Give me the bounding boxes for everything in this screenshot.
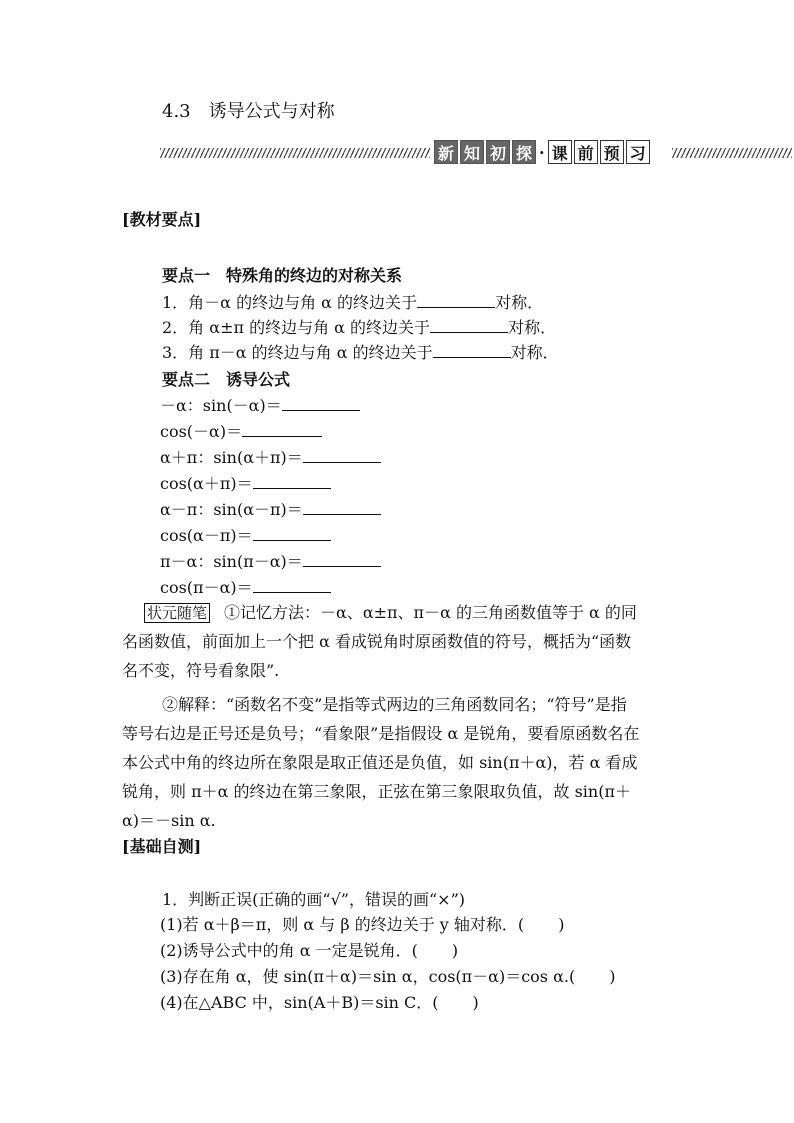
item-text: (4)在△ABC 中，sin(A＋B)＝sin C．( [160, 993, 439, 1012]
answer-blank[interactable] [303, 448, 381, 463]
answer-blank[interactable] [417, 293, 495, 308]
point1-item [162, 340, 559, 363]
judgement-item [160, 990, 479, 1013]
banner-char: 探 [512, 140, 536, 164]
hatch-divider-left [160, 148, 430, 158]
banner-char: 初 [486, 140, 510, 164]
section-title: 4.3 诱导公式与对称 [162, 101, 335, 122]
answer-blank[interactable] [303, 500, 381, 515]
note-label: 状元随笔 [144, 603, 210, 623]
banner-char: 课 [548, 140, 572, 164]
formula-line [160, 445, 381, 468]
question-1: 1．判断正误(正确的画“√”，错误的画“×”) [162, 890, 465, 909]
point2-title: 要点二 诱导公式 [162, 370, 291, 389]
formula-line [160, 497, 381, 520]
formula-line [160, 393, 360, 416]
textbook-heading: [教材要点] [122, 210, 202, 229]
selftest-heading: [基础自测] [122, 837, 202, 856]
formula-line [160, 523, 331, 546]
note-paragraph-1 [122, 598, 642, 685]
hatch-divider-right [672, 148, 792, 158]
formula-line [160, 575, 331, 598]
formula-line [160, 549, 381, 572]
item-suffix: ) [472, 993, 479, 1012]
section-banner [434, 140, 652, 164]
answer-blank[interactable] [242, 422, 322, 437]
point1-title: 要点一 特殊角的终边的对称关系 [162, 266, 403, 285]
point1-item [162, 315, 556, 338]
formula-line [160, 471, 331, 494]
note-text-2: ②解释：“函数名不变”是指等式两边的三角函数同名；“符号”是指等号右边是正号还是负号；“看象限”是指假设 α 是锐角，要看原函数名在本公式中角的终边所在象限是取正值还是负值，如 sin(π＋α)，若 α 看成锐角，则 π＋α 的终边在第三象限，正弦在第三象限取负值，故 sin(π＋α)＝－sin α. [122, 695, 640, 830]
answer-blank[interactable] [303, 552, 381, 567]
banner-char: 知 [460, 140, 484, 164]
item-suffix: ) [451, 941, 459, 960]
point1-item [162, 290, 543, 313]
formula-text: cos(π－α)＝ [160, 578, 253, 597]
item-text: 3．角 π－α 的终边与角 α 的终边关于 [162, 343, 433, 362]
item-suffix: ) [609, 967, 616, 986]
formula-text: cos(α＋π)＝ [160, 474, 253, 493]
answer-blank[interactable] [253, 474, 331, 489]
item-suffix: 对称． [510, 343, 559, 362]
answer-blank[interactable] [253, 526, 331, 541]
item-text: 1．角－α 的终边与角 α 的终边关于 [162, 293, 418, 312]
banner-dot: · [539, 142, 545, 162]
item-text: (2)诱导公式中的角 α 一定是锐角．( [160, 941, 418, 960]
answer-blank[interactable] [282, 396, 360, 411]
banner-char: 新 [434, 140, 458, 164]
judgement-item [160, 938, 458, 961]
formula-line [160, 419, 322, 442]
banner-char: 前 [574, 140, 598, 164]
item-text: (1)若 α＋β＝π，则 α 与 β 的终边关于 y 轴对称．( [160, 915, 525, 934]
formula-text: cos(α－π)＝ [160, 526, 253, 545]
answer-blank[interactable] [253, 578, 331, 593]
formula-text: π－α：sin(π－α)＝ [160, 552, 303, 571]
judgement-item [160, 912, 564, 935]
item-suffix: 对称． [508, 318, 557, 337]
formula-text: cos(－α)＝ [160, 422, 243, 441]
item-text: (3)存在角 α，使 sin(π＋α)＝sin α，cos(π－α)＝cos α.( [160, 967, 576, 986]
item-suffix: ) [558, 915, 565, 934]
banner-char: 习 [626, 140, 650, 164]
formula-text: α＋π：sin(α＋π)＝ [160, 448, 303, 467]
formula-text: α－π：sin(α－π)＝ [160, 500, 303, 519]
judgement-item [160, 964, 616, 987]
answer-blank[interactable] [430, 318, 508, 333]
formula-text: －α：sin(－α)＝ [160, 396, 282, 415]
item-text: 2．角 α±π 的终边与角 α 的终边关于 [162, 318, 431, 337]
item-suffix: 对称． [495, 293, 544, 312]
note-paragraph-2 [122, 690, 642, 835]
note-text-1: ①记忆方法：－α、α±π、π－α 的三角函数值等于 α 的同名函数值，前面加上一个把 α 看成锐角时原函数值的符号，概括为“函数名不变，符号看象限”. [122, 603, 637, 680]
answer-blank[interactable] [433, 343, 511, 358]
banner-char: 预 [600, 140, 624, 164]
